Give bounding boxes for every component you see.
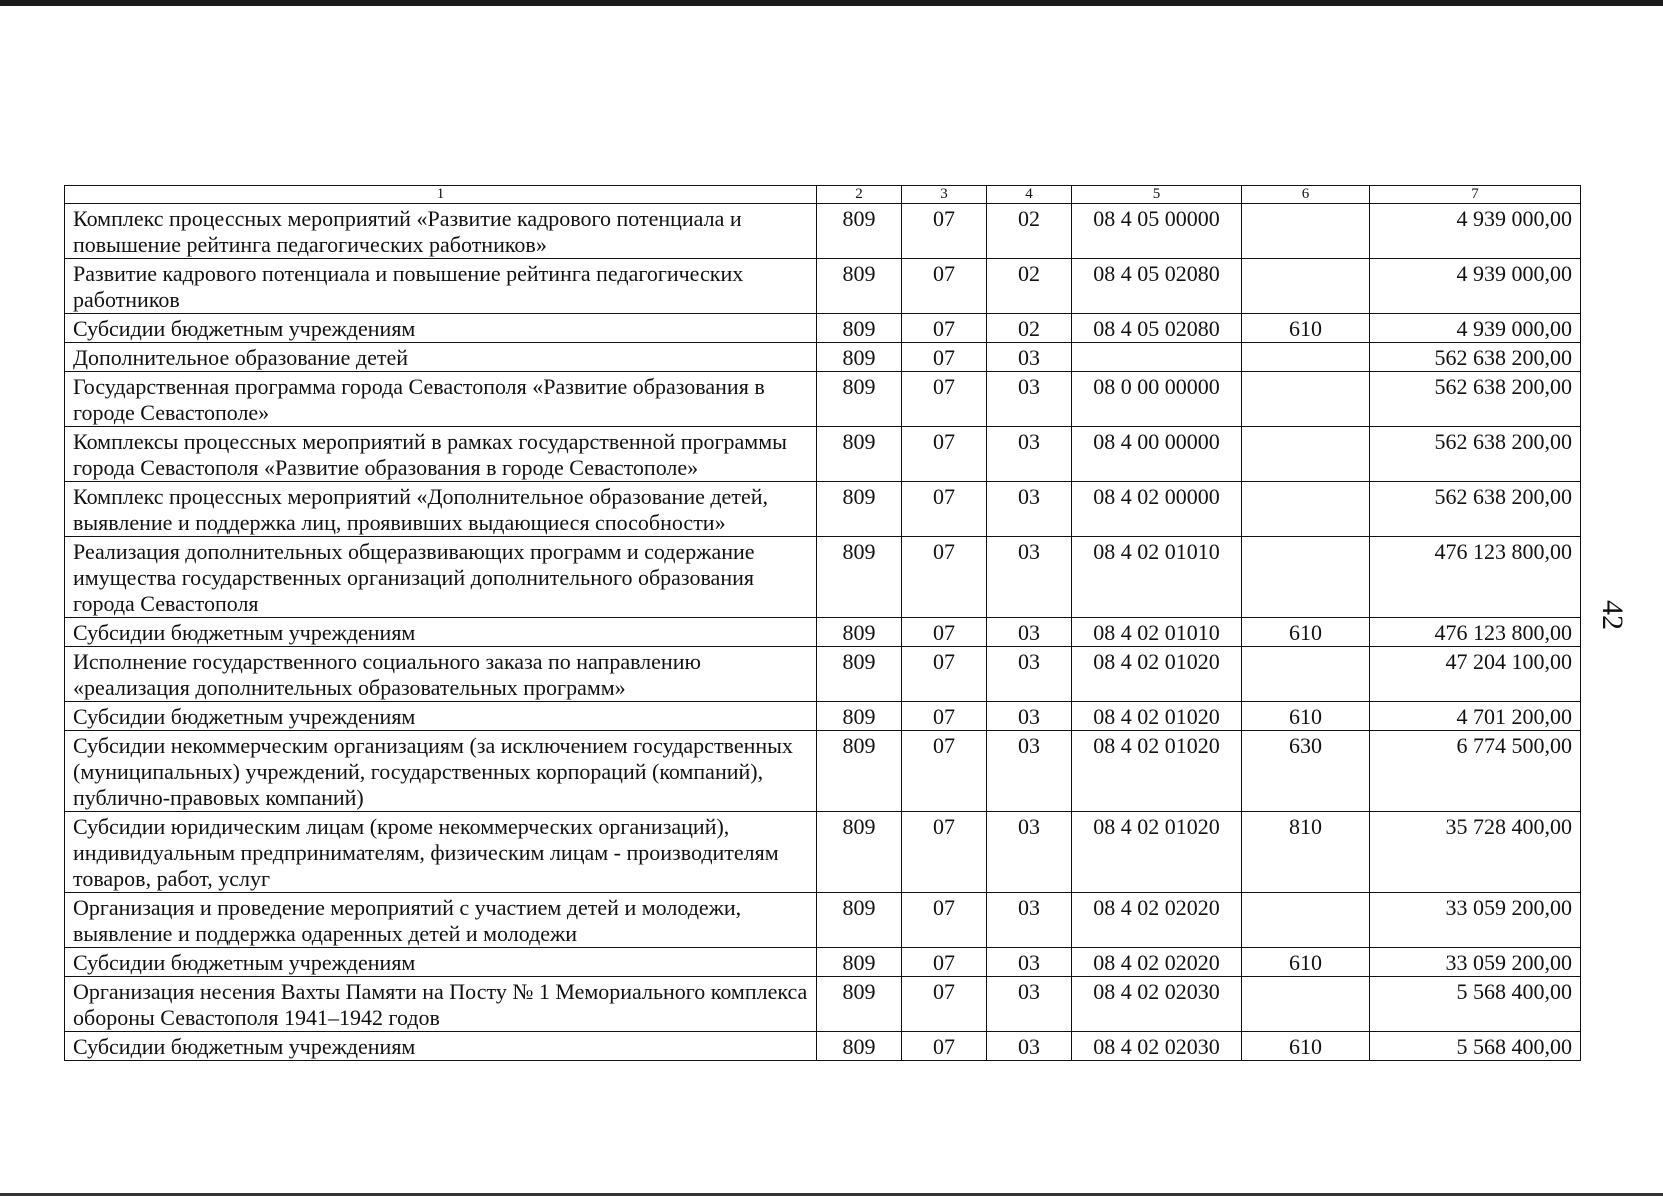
cell-col3: 07 [902, 537, 987, 618]
cell-col4: 02 [987, 259, 1072, 314]
cell-col6 [1242, 977, 1370, 1032]
cell-col5: 08 4 02 01020 [1072, 812, 1242, 893]
table-row [65, 948, 1581, 977]
table-row [65, 372, 1581, 427]
cell-col3: 07 [902, 948, 987, 977]
cell-col4: 03 [987, 731, 1072, 812]
cell-col5: 08 4 02 01010 [1072, 618, 1242, 647]
cell-col2: 809 [817, 812, 902, 893]
column-header-3: 3 [902, 186, 987, 204]
cell-col5: 08 4 02 01020 [1072, 731, 1242, 812]
cell-amount: 562 638 200,00 [1370, 372, 1581, 427]
cell-col3: 07 [902, 343, 987, 372]
cell-col4: 02 [987, 204, 1072, 259]
cell-amount: 4 701 200,00 [1370, 702, 1581, 731]
table-row [65, 537, 1581, 618]
cell-col4: 03 [987, 482, 1072, 537]
cell-col6 [1242, 427, 1370, 482]
cell-col5: 08 4 00 00000 [1072, 427, 1242, 482]
cell-col3: 07 [902, 1032, 987, 1061]
cell-col3: 07 [902, 977, 987, 1032]
cell-amount: 33 059 200,00 [1370, 948, 1581, 977]
cell-col4: 03 [987, 702, 1072, 731]
cell-col6: 610 [1242, 1032, 1370, 1061]
cell-col2: 809 [817, 1032, 902, 1061]
table-row [65, 893, 1581, 948]
row-name: Исполнение государственного социального заказа по направлению «реализация дополнительных образовательных программ» [65, 647, 817, 702]
cell-col2: 809 [817, 482, 902, 537]
cell-col4: 02 [987, 314, 1072, 343]
cell-col4: 03 [987, 647, 1072, 702]
column-header-6: 6 [1242, 186, 1370, 204]
cell-col6 [1242, 259, 1370, 314]
cell-col3: 07 [902, 647, 987, 702]
row-name: Субсидии бюджетным учреждениям [65, 702, 817, 731]
cell-col5: 08 4 05 02080 [1072, 259, 1242, 314]
cell-col2: 809 [817, 948, 902, 977]
row-name: Комплексы процессных мероприятий в рамках государственной программы города Севастополя «Развитие образования в городе Севастополе» [65, 427, 817, 482]
cell-col3: 07 [902, 812, 987, 893]
column-header-2: 2 [817, 186, 902, 204]
cell-col4: 03 [987, 977, 1072, 1032]
cell-col2: 809 [817, 618, 902, 647]
table-row [65, 343, 1581, 372]
table-row [65, 259, 1581, 314]
cell-amount: 33 059 200,00 [1370, 893, 1581, 948]
cell-amount: 562 638 200,00 [1370, 427, 1581, 482]
cell-amount: 4 939 000,00 [1370, 314, 1581, 343]
cell-col4: 03 [987, 893, 1072, 948]
cell-amount: 562 638 200,00 [1370, 343, 1581, 372]
cell-col2: 809 [817, 372, 902, 427]
budget-table [64, 185, 1581, 1061]
row-name: Развитие кадрового потенциала и повышение рейтинга педагогических работников [65, 259, 817, 314]
row-name: Субсидии бюджетным учреждениям [65, 1032, 817, 1061]
row-name: Организация и проведение мероприятий с участием детей и молодежи, выявление и поддержка одаренных детей и молодежи [65, 893, 817, 948]
cell-col4: 03 [987, 1032, 1072, 1061]
cell-col3: 07 [902, 427, 987, 482]
column-header-1: 1 [65, 186, 817, 204]
cell-col3: 07 [902, 314, 987, 343]
cell-col5: 08 0 00 00000 [1072, 372, 1242, 427]
cell-col3: 07 [902, 204, 987, 259]
cell-col4: 03 [987, 618, 1072, 647]
cell-col6 [1242, 204, 1370, 259]
cell-amount: 35 728 400,00 [1370, 812, 1581, 893]
table-row [65, 702, 1581, 731]
cell-col3: 07 [902, 618, 987, 647]
table-row [65, 482, 1581, 537]
cell-col6: 610 [1242, 948, 1370, 977]
cell-amount: 476 123 800,00 [1370, 537, 1581, 618]
cell-col4: 03 [987, 812, 1072, 893]
cell-amount: 4 939 000,00 [1370, 259, 1581, 314]
cell-col5: 08 4 02 02030 [1072, 977, 1242, 1032]
cell-col5: 08 4 05 00000 [1072, 204, 1242, 259]
cell-col2: 809 [817, 259, 902, 314]
row-name: Комплекс процессных мероприятий «Дополнительное образование детей, выявление и поддержка лиц, проявивших выдающиеся способности» [65, 482, 817, 537]
cell-amount: 562 638 200,00 [1370, 482, 1581, 537]
cell-col6 [1242, 893, 1370, 948]
cell-amount: 5 568 400,00 [1370, 977, 1581, 1032]
column-header-4: 4 [987, 186, 1072, 204]
cell-col3: 07 [902, 482, 987, 537]
cell-col6 [1242, 537, 1370, 618]
table-header [65, 186, 1581, 204]
cell-amount: 6 774 500,00 [1370, 731, 1581, 812]
cell-col4: 03 [987, 343, 1072, 372]
cell-col3: 07 [902, 893, 987, 948]
column-header-5: 5 [1072, 186, 1242, 204]
cell-col6: 610 [1242, 618, 1370, 647]
cell-col5: 08 4 02 02020 [1072, 893, 1242, 948]
cell-amount: 4 939 000,00 [1370, 204, 1581, 259]
row-name: Реализация дополнительных общеразвивающих программ и содержание имущества государственных организаций дополнительного образования города Севастополя [65, 537, 817, 618]
row-name: Организация несения Вахты Памяти на Посту № 1 Мемориального комплекса обороны Севастополя 1941–1942 годов [65, 977, 817, 1032]
cell-col5: 08 4 02 00000 [1072, 482, 1242, 537]
column-header-7: 7 [1370, 186, 1581, 204]
table-row [65, 1032, 1581, 1061]
cell-col6: 610 [1242, 314, 1370, 343]
table-row [65, 731, 1581, 812]
cell-amount: 476 123 800,00 [1370, 618, 1581, 647]
cell-col5 [1072, 343, 1242, 372]
cell-col4: 03 [987, 537, 1072, 618]
cell-col5: 08 4 05 02080 [1072, 314, 1242, 343]
cell-col2: 809 [817, 977, 902, 1032]
cell-col6: 810 [1242, 812, 1370, 893]
cell-col5: 08 4 02 02020 [1072, 948, 1242, 977]
cell-amount: 5 568 400,00 [1370, 1032, 1581, 1061]
cell-col6: 630 [1242, 731, 1370, 812]
table-row [65, 314, 1581, 343]
cell-col2: 809 [817, 647, 902, 702]
table-body [65, 204, 1581, 1061]
cell-col3: 07 [902, 731, 987, 812]
cell-col6 [1242, 343, 1370, 372]
cell-col4: 03 [987, 948, 1072, 977]
cell-col2: 809 [817, 204, 902, 259]
cell-col2: 809 [817, 537, 902, 618]
cell-col3: 07 [902, 702, 987, 731]
cell-col6 [1242, 372, 1370, 427]
cell-col4: 03 [987, 427, 1072, 482]
cell-col2: 809 [817, 893, 902, 948]
row-name: Субсидии некоммерческим организациям (за исключением государственных (муниципальных) учреждений, государственных корпораций (компаний), публично-правовых компаний) [65, 731, 817, 812]
header-row [65, 186, 1581, 204]
table-row [65, 618, 1581, 647]
page-number: 42 [1596, 600, 1629, 630]
cell-col2: 809 [817, 427, 902, 482]
cell-col5: 08 4 02 01020 [1072, 702, 1242, 731]
cell-col3: 07 [902, 259, 987, 314]
cell-col6 [1242, 482, 1370, 537]
top-scan-border [0, 0, 1663, 6]
cell-amount: 47 204 100,00 [1370, 647, 1581, 702]
row-name: Комплекс процессных мероприятий «Развитие кадрового потенциала и повышение рейтинга педагогических работников» [65, 204, 817, 259]
cell-col3: 07 [902, 372, 987, 427]
bottom-scan-border [0, 1193, 1663, 1196]
cell-col2: 809 [817, 314, 902, 343]
cell-col5: 08 4 02 01020 [1072, 647, 1242, 702]
table-row [65, 812, 1581, 893]
cell-col2: 809 [817, 702, 902, 731]
table-row [65, 427, 1581, 482]
row-name: Субсидии бюджетным учреждениям [65, 314, 817, 343]
cell-col6: 610 [1242, 702, 1370, 731]
table-row [65, 204, 1581, 259]
cell-col5: 08 4 02 02030 [1072, 1032, 1242, 1061]
row-name: Государственная программа города Севастополя «Развитие образования в городе Севастополе» [65, 372, 817, 427]
cell-col5: 08 4 02 01010 [1072, 537, 1242, 618]
row-name: Субсидии юридическим лицам (кроме некоммерческих организаций), индивидуальным предпринимателям, физическим лицам - производителям товаров, работ, услуг [65, 812, 817, 893]
cell-col4: 03 [987, 372, 1072, 427]
cell-col2: 809 [817, 731, 902, 812]
table-row [65, 647, 1581, 702]
row-name: Субсидии бюджетным учреждениям [65, 618, 817, 647]
cell-col2: 809 [817, 343, 902, 372]
row-name: Субсидии бюджетным учреждениям [65, 948, 817, 977]
row-name: Дополнительное образование детей [65, 343, 817, 372]
cell-col6 [1242, 647, 1370, 702]
table-row [65, 977, 1581, 1032]
